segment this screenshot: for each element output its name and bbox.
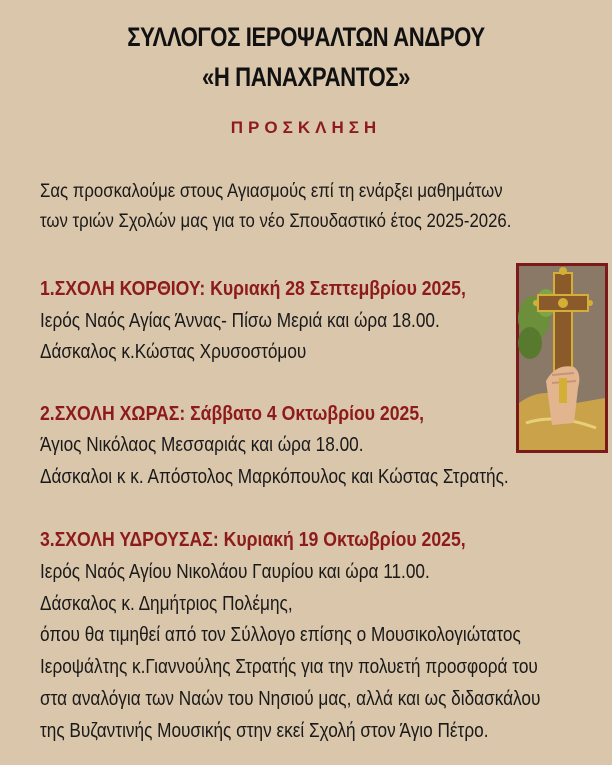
school-3-church: Ιερός Ναός Αγίου Νικολάου Γαυρίου και ώρα 11.00.: [40, 561, 430, 583]
school-2-teachers: Δάσκαλοι κ κ. Απόστολος Μαρκόπουλος και Κώστας Στρατής.: [40, 466, 509, 488]
school-3-note-1: όπου θα τιμηθεί από τον Σύλλογο επίσης ο Μουσικολογιώτατος: [40, 624, 521, 646]
intro-line-2: των τριών Σχολών μας για το νέο Σπουδαστικό έτος 2025-2026.: [40, 210, 512, 232]
org-subtitle: «Η ΠΑΝΑΧΡΑΝΤΟΣ»: [201, 62, 411, 92]
school-2-title: 2.ΣΧΟΛΗ ΧΩΡΑΣ: Σάββατο 4 Οκτωβρίου 2025,: [40, 402, 425, 425]
blessing-cross-photo: [516, 263, 608, 453]
school-3-teacher: Δάσκαλος κ. Δημήτριος Πολέμης,: [40, 593, 293, 615]
invitation-heading: ΠΡΟΣΚΛΗΣΗ: [230, 118, 382, 137]
intro-line-1: Σας προσκαλούμε στους Αγιασμούς επί τη ενάρξει μαθημάτων: [40, 180, 503, 202]
school-3-title: 3.ΣΧΟΛΗ ΥΔΡΟΥΣΑΣ: Κυριακή 19 Οκτωβρίου 2025,: [40, 528, 466, 551]
school-3-note-4: της Βυζαντινής Μουσικής στην εκεί Σχολή στον Άγιο Πέτρο.: [40, 720, 489, 742]
school-1-teacher: Δάσκαλος κ.Κώστας Χρυσοστόμου: [40, 341, 307, 363]
school-2-church: Άγιος Νικόλαος Μεσσαριάς και ώρα 18.00.: [40, 434, 364, 456]
org-title: ΣΥΛΛΟΓΟΣ ΙΕΡΟΨΑΛΤΩΝ ΑΝΔΡΟΥ: [127, 22, 485, 52]
school-3-note-2: Ιεροψάλτης κ.Γιαννούλης Στρατής για την πολυετή προσφορά του: [40, 656, 538, 678]
school-3-note-3: στα αναλόγια των Ναών του Νησιού μας, αλλά και ως διδασκάλου: [40, 688, 541, 710]
school-1-church: Ιερός Ναός Αγίας Άννας- Πίσω Μεριά και ώρα 18.00.: [40, 310, 440, 332]
school-1-title: 1.ΣΧΟΛΗ ΚΟΡΘΙΟΥ: Κυριακή 28 Σεπτεμβρίου 2025,: [40, 277, 466, 300]
blessing-cross-icon: [516, 263, 608, 453]
